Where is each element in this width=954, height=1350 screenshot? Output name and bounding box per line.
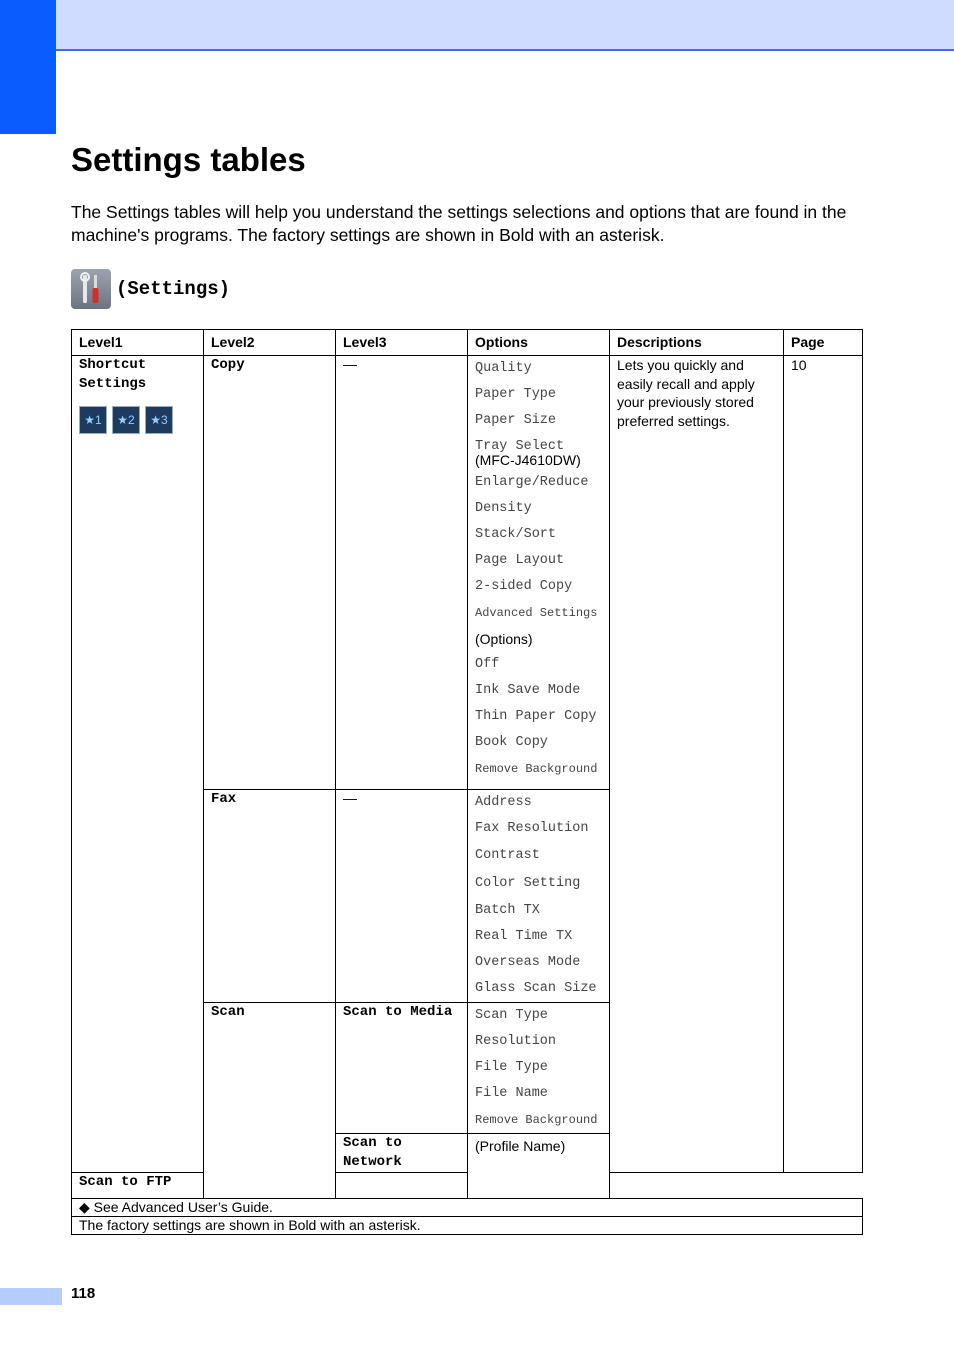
shortcut-icons xyxy=(79,406,196,434)
option-item: Batch TX xyxy=(475,903,540,918)
option-note: (Profile Name) xyxy=(475,1138,566,1154)
option-item: Off xyxy=(475,657,500,672)
options-fax xyxy=(468,790,610,1003)
chapter-tab xyxy=(0,0,56,134)
header-row xyxy=(72,330,863,356)
option-item: Advanced Settings xyxy=(475,606,598,620)
level3-copy: — xyxy=(336,356,468,790)
option-item: Thin Paper Copy xyxy=(475,709,597,724)
option-item: Quality xyxy=(475,361,532,376)
footnote-advanced-guide: ◆ See Advanced User’s Guide. xyxy=(72,1199,863,1217)
options-copy xyxy=(468,356,610,790)
option-item: Stack/Sort xyxy=(475,527,557,542)
header-band xyxy=(0,0,954,51)
option-item: File Name xyxy=(475,1086,548,1101)
level3-fax: — xyxy=(336,790,468,1003)
option-item: Glass Scan Size xyxy=(475,981,597,996)
option-item: File Type xyxy=(475,1060,548,1075)
level3-scan-to-media: Scan to Media xyxy=(336,1003,468,1134)
shortcut-1-icon: ★ 1 xyxy=(79,406,107,434)
table-row xyxy=(72,356,863,790)
options-scan-network xyxy=(468,1134,610,1199)
option-item: 2-sided Copy xyxy=(475,579,573,594)
footnote-row xyxy=(72,1199,863,1217)
option-item: Enlarge/Reduce xyxy=(475,475,589,490)
header-level2: Level2 xyxy=(204,330,336,356)
option-item: Paper Size xyxy=(475,413,557,428)
header-options: Options xyxy=(468,330,610,356)
option-item: Page Layout xyxy=(475,553,565,568)
option-note: (Options) xyxy=(475,631,533,647)
option-item: Resolution xyxy=(475,1034,557,1049)
page-number: 118 xyxy=(71,1285,96,1302)
level2-fax: Fax xyxy=(204,790,336,1003)
option-item: Remove Background xyxy=(475,762,598,776)
description-cell: Lets you quickly and easily recall and apply your previously stored preferred settings. xyxy=(610,356,784,1173)
option-item: Remove Background xyxy=(475,1113,598,1127)
option-item: Real Time TX xyxy=(475,929,573,944)
option-note: (MFC-J4610DW) xyxy=(475,452,581,468)
level1-cell xyxy=(72,356,204,1173)
option-item: Color Setting xyxy=(475,876,581,891)
header-page: Page xyxy=(784,330,863,356)
level2-scan: Scan xyxy=(204,1003,336,1199)
option-item: Overseas Mode xyxy=(475,955,581,970)
shortcut-2-icon: ★ 2 xyxy=(112,406,140,434)
header-level3: Level3 xyxy=(336,330,468,356)
option-item: Book Copy xyxy=(475,735,548,750)
level1-label: Shortcut Settings xyxy=(79,357,147,392)
header-level1: Level1 xyxy=(72,330,204,356)
level3-scan-to-ftp: Scan to FTP xyxy=(72,1173,204,1199)
page-number-bar xyxy=(0,1288,62,1305)
option-item: Fax Resolution xyxy=(475,821,589,836)
level2-copy: Copy xyxy=(204,356,336,790)
page-title: Settings tables xyxy=(71,141,306,178)
shortcut-3-icon: ★ 3 xyxy=(145,406,173,434)
settings-heading xyxy=(71,269,230,309)
option-item: Tray Select xyxy=(475,439,565,454)
option-item: Density xyxy=(475,501,532,516)
option-item: Paper Type xyxy=(475,387,557,402)
option-item: Scan Type xyxy=(475,1008,548,1023)
settings-table xyxy=(71,329,863,1235)
option-item: Ink Save Mode xyxy=(475,683,581,698)
level3-scan-to-network: Scan to Network xyxy=(336,1134,468,1173)
footnote-row xyxy=(72,1217,863,1235)
page-cell: 10 xyxy=(784,356,863,1173)
settings-label: (Settings) xyxy=(116,278,231,300)
option-item: Contrast xyxy=(475,848,540,863)
footnote-factory-settings: The factory settings are shown in Bold with an asterisk. xyxy=(72,1217,863,1235)
option-item: Address xyxy=(475,795,532,810)
header-descriptions: Descriptions xyxy=(610,330,784,356)
intro-paragraph: The Settings tables will help you understand the settings selections and options that are found in the machine's programs. The factory settings are shown in Bold with an asterisk. xyxy=(71,202,847,245)
tools-icon xyxy=(71,269,111,309)
options-scan-media xyxy=(468,1003,610,1134)
